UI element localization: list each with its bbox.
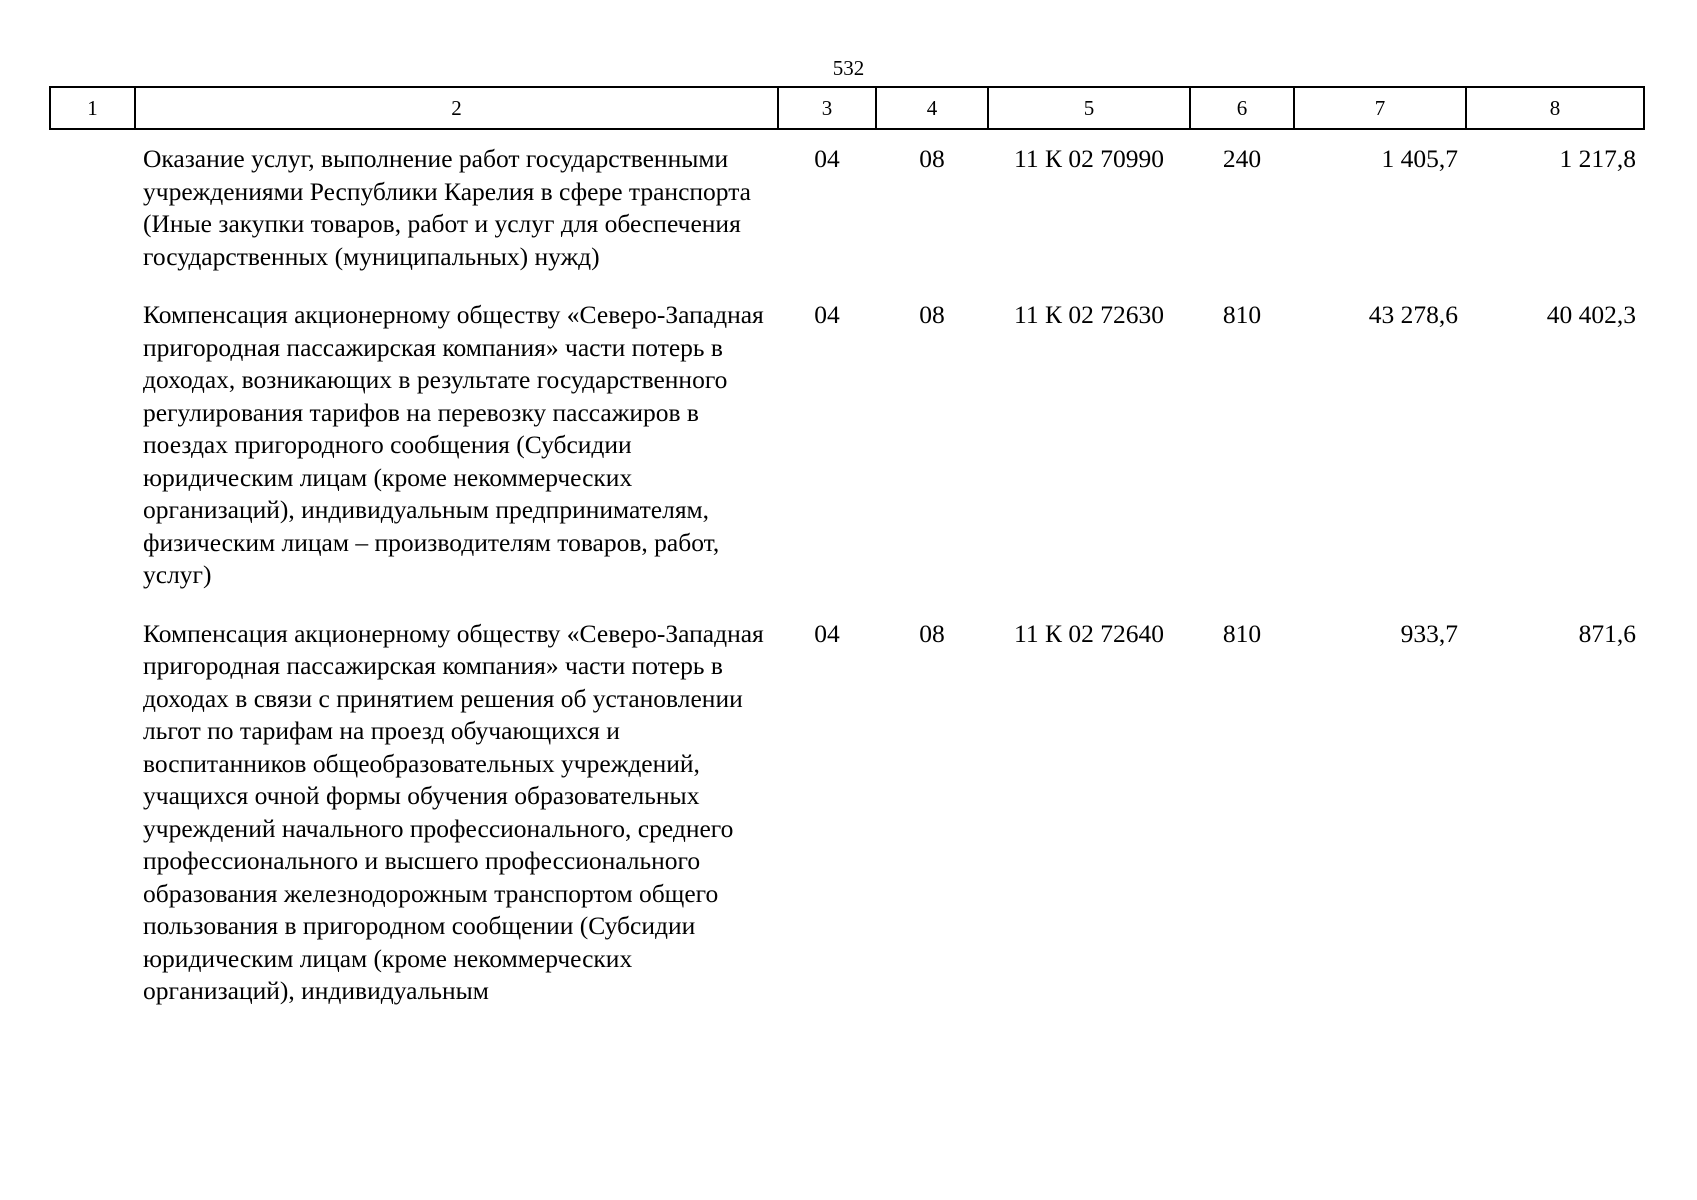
section-cell: 04	[814, 618, 840, 648]
table-row	[50, 299, 1644, 618]
column-number-header-row	[50, 87, 1644, 129]
section-cell: 04	[814, 300, 840, 329]
page-number: 532	[832, 56, 865, 80]
row-index-cell	[50, 129, 135, 299]
expense-type-cell: 810	[1222, 300, 1262, 329]
table-row	[50, 618, 1644, 1034]
subsection-cell: 08	[919, 144, 945, 173]
table-row	[50, 129, 1644, 299]
amount-2-cell: 871,6	[1578, 618, 1636, 648]
description-cell: Компенсация акционерному обществу «Северо-Западная пригородная пассажирская компания» части потерь в доходах, возникающих в результате государственного регулирования тарифов на перевозку пассажиров в поездах пригородного сообщения (Субсидии юридическим лицам (кроме некоммерческих организаций), индивидуальным предпринимателям, физическим лицам – производителям товаров, работ, услуг)	[143, 300, 764, 589]
column-header-2: 2	[135, 87, 778, 129]
column-header-6: 6	[1190, 87, 1294, 129]
column-header-7: 7	[1294, 87, 1466, 129]
amount-1-cell: 933,7	[1400, 618, 1458, 648]
row-index-cell	[50, 299, 135, 618]
budget-table	[49, 86, 1645, 1034]
amount-1-cell: 43 278,6	[1368, 300, 1458, 329]
section-cell: 04	[814, 144, 840, 173]
description-cell: Оказание услуг, выполнение работ государственными учреждениями Республики Карелия в сфере транспорта (Иные закупки товаров, работ и услуг для обеспечения государственных (муниципальных) нужд)	[143, 144, 751, 271]
column-header-8: 8	[1466, 87, 1644, 129]
amount-2-cell: 1 217,8	[1559, 144, 1636, 173]
expense-type-cell: 810	[1222, 618, 1262, 648]
row-index-cell	[50, 618, 135, 1034]
target-code-cell: 11 К 02 70990	[1014, 144, 1164, 173]
column-header-5: 5	[988, 87, 1190, 129]
target-code-cell: 11 К 02 72630	[1014, 300, 1164, 329]
column-header-1: 1	[50, 87, 135, 129]
subsection-cell: 08	[919, 618, 945, 648]
column-header-4: 4	[876, 87, 988, 129]
amount-2-cell: 40 402,3	[1546, 300, 1636, 329]
column-header-3: 3	[778, 87, 876, 129]
expense-type-cell: 240	[1222, 144, 1262, 173]
target-code-cell: 11 К 02 72640	[1014, 618, 1164, 648]
description-cell: Компенсация акционерному обществу «Северо-Западная пригородная пассажирская компания» части потерь в доходах в связи с принятием решения об установлении льгот по тарифам на проезд обучающихся и воспитанников общеобразовательных учреждений, учащихся очной формы обучения образовательных учреждений начального профессионального, среднего профессионального и высшего профессионального образования железнодорожным транспортом общего пользования в пригородном сообщении (Субсидии юридическим лицам (кроме некоммерческих организаций), индивидуальным	[143, 618, 764, 1005]
subsection-cell: 08	[919, 300, 945, 329]
amount-1-cell: 1 405,7	[1381, 144, 1458, 173]
